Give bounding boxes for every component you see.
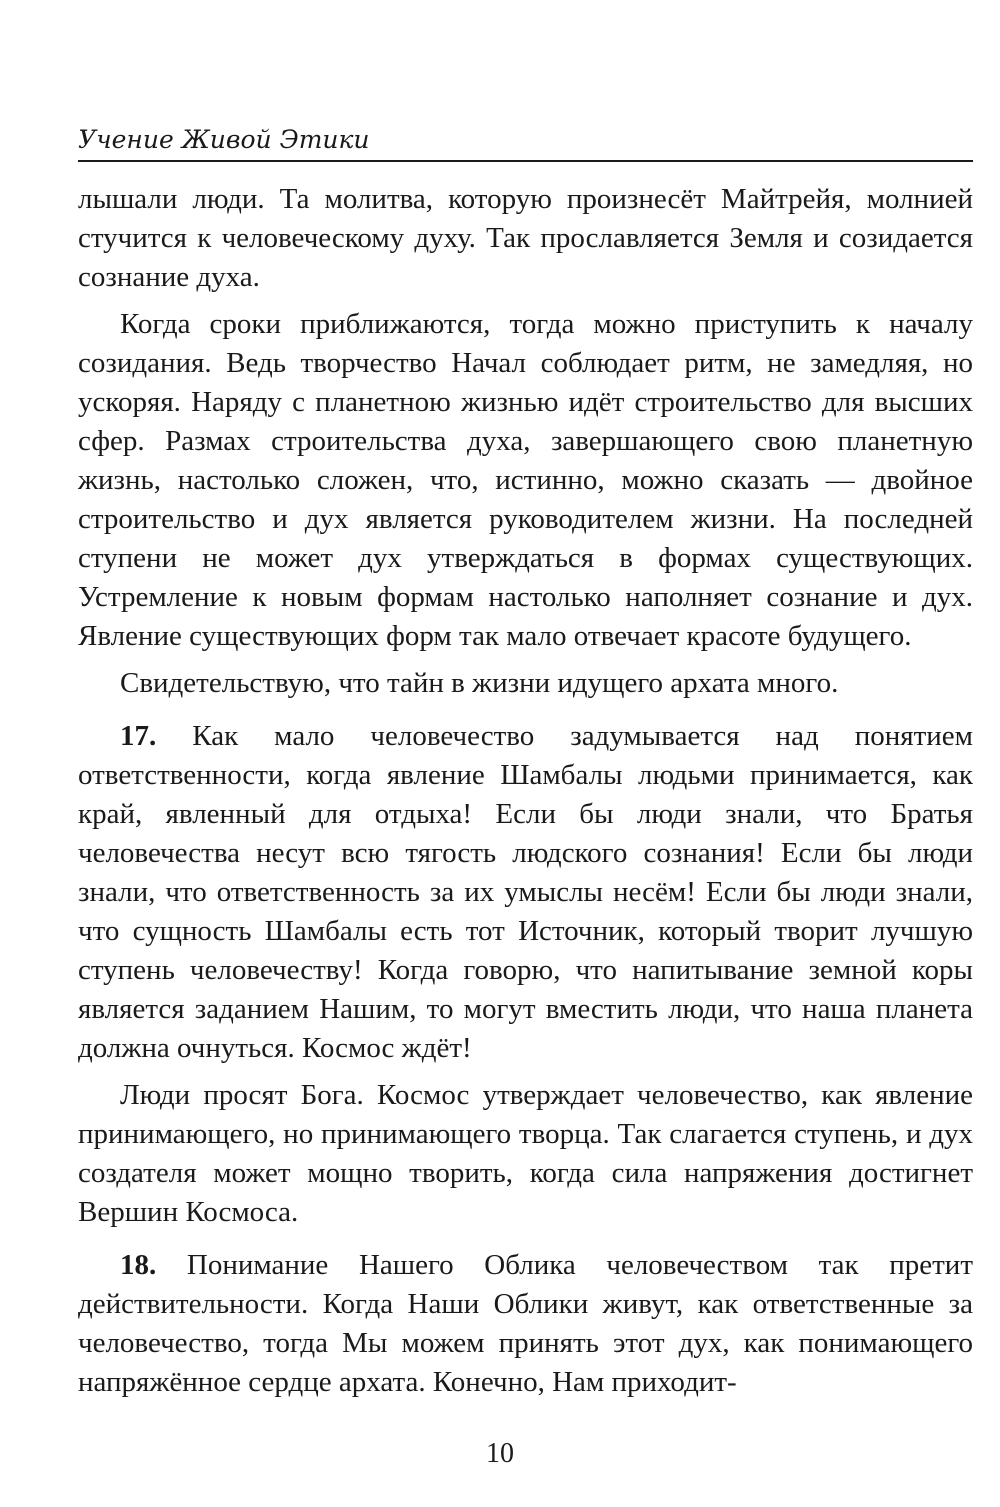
numbered-paragraph-17 xyxy=(78,717,973,1068)
paragraph xyxy=(78,1076,973,1232)
running-head-title: Учение Живой Этики xyxy=(78,125,370,154)
body-text xyxy=(78,180,973,1402)
paragraph-text: Когда сроки приближаются, тогда можно приступить к началу созидания. Ведь творчество Начал соблюдает ритм, не замедляя, но ускоряя. Наряду с планетною жизнью идёт строительство для высших сфер. Размах строительства духа, завершающего свою планетную жизнь, настолько сложен, что, истинно, можно сказать — двойное строительство и дух является руководителем жизни. На последней ступени не может дух утверждаться в формах существующих. Устремление к новым формам настолько наполняет сознание и дух. Явление существующих форм так мало отвечает красоте будущего. xyxy=(78,308,973,652)
paragraph-text: лышали люди. Та молитва, которую произнесёт Майтрейя, молнией стучится к человеческому духу. Так прославляется Земля и созидается сознание духа. xyxy=(78,183,973,293)
paragraph-text: Понимание Нашего Облика человечеством так претит действительности. Когда Наши Облики живут, как ответственные за человечество, тогда Мы можем принять этот дух, как понимающего напряжённое сердце архата. Конечно, Нам приходит- xyxy=(78,1249,974,1398)
page-number: 10 xyxy=(486,1438,514,1469)
paragraph-number: 17. xyxy=(120,720,157,752)
paragraph-continuation xyxy=(78,180,973,297)
paragraph-text: Люди просят Бога. Космос утверждает человечество, как явление принимающего, но принимающего творца. Так слагается ступень, и дух создателя может мощно творить, когда сила напряжения достигнет Вершин Космоса. xyxy=(78,1079,973,1228)
numbered-paragraph-18 xyxy=(78,1246,973,1402)
paragraph xyxy=(78,664,973,703)
paragraph xyxy=(78,305,973,656)
paragraph-number: 18. xyxy=(120,1249,157,1281)
paragraph-text: Свидетельствую, что тайн в жизни идущего архата много. xyxy=(120,667,839,699)
paragraph-text: Как мало человечество задумывается над понятием ответственности, когда явление Шамбалы людьми принимается, как край, явленный для отдыха! Если бы люди знали, что Братья человечества несут всю тягость людского сознания! Если бы люди знали, что ответственность за их умыслы несём! Если бы люди знали, что сущность Шамбалы есть тот Источник, который творит лучшую ступень человечеству! Когда говорю, что напитывание земной коры является заданием Нашим, то могут вместить люди, что наша планета должна очнуться. Космос ждёт! xyxy=(78,720,973,1064)
running-head xyxy=(78,120,973,162)
